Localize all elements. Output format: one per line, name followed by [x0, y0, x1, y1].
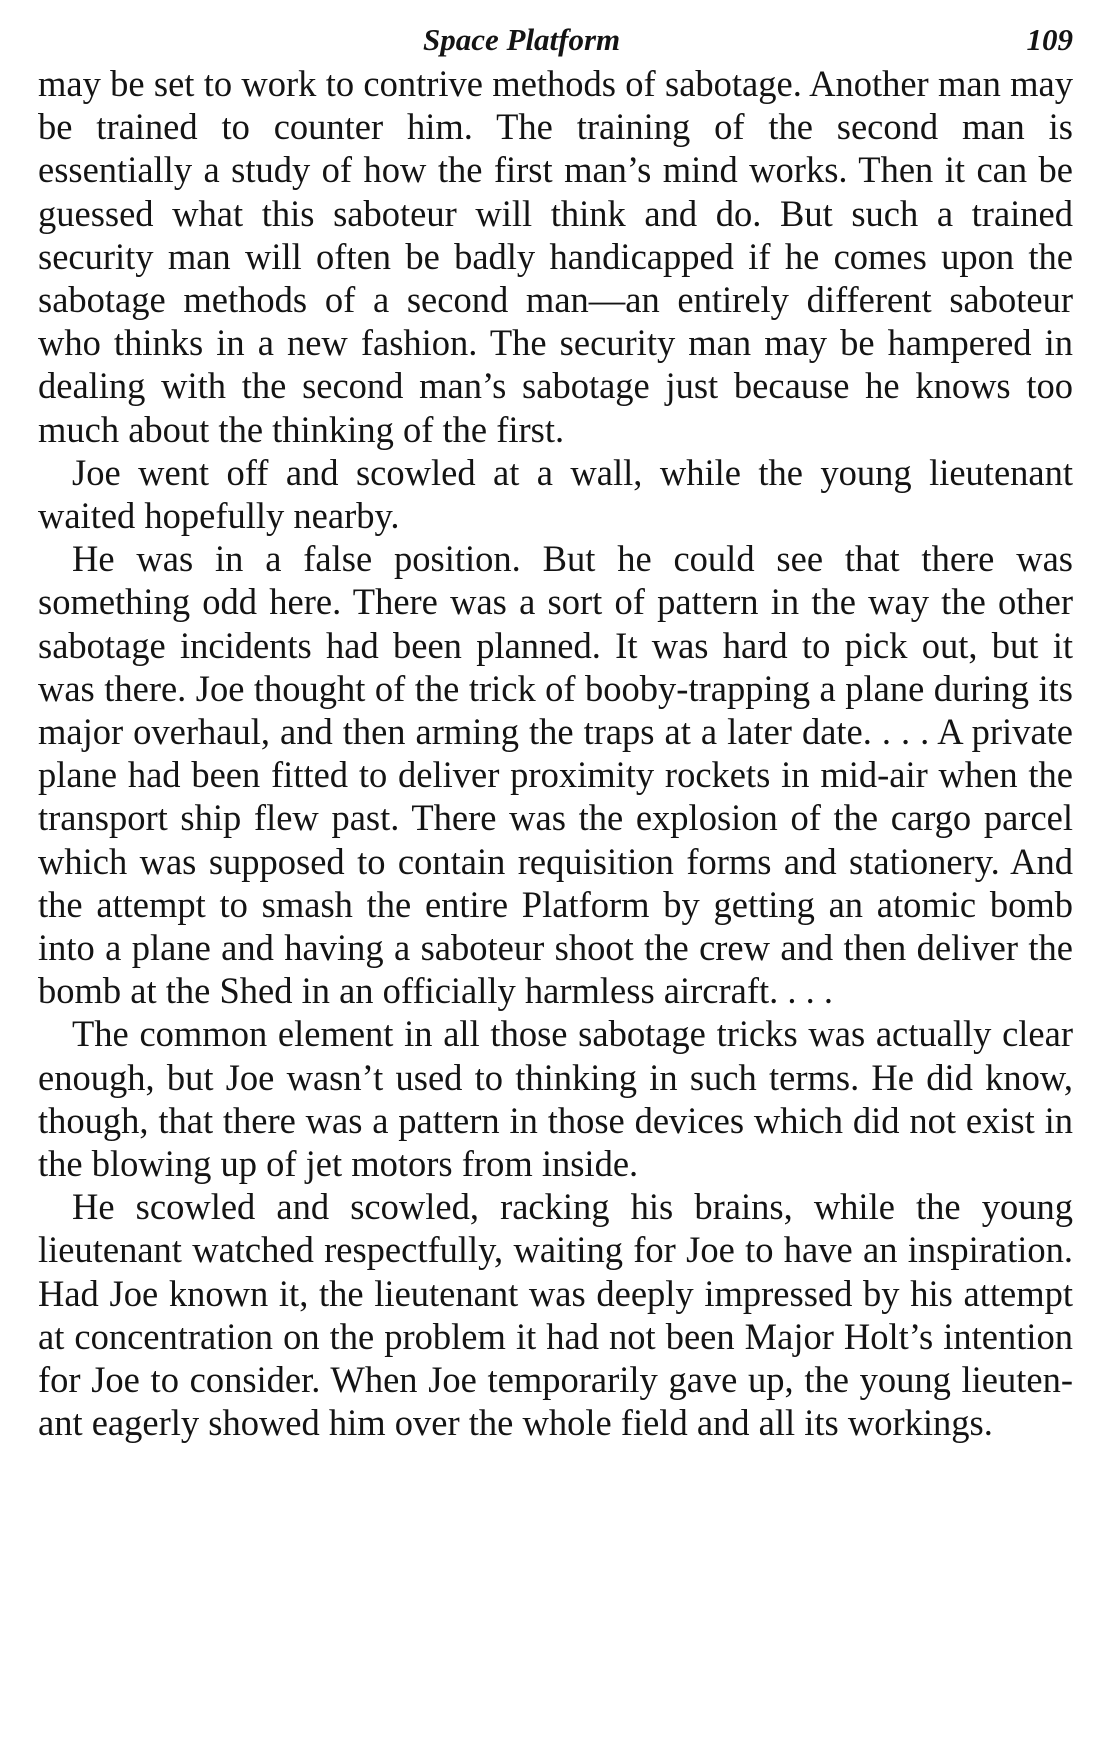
- paragraph: He scowled and scowled, racking his brains, while the young lieutenant watched respectfully, waiting for Joe to have an inspiration. Had Joe known it, the lieutenant was deeply impressed by his attempt at concentration on the problem it had not been Major Holt’s intention for Joe to consider. When Joe temporarily gave up, the young lieutenant eagerly showed him over the whole field and all its workings.: [38, 1186, 1073, 1444]
- paragraph: He was in a false position. But he could see that there was something odd here. There was a sort of pattern in the way the other sabotage incidents had been planned. It was hard to pick out, but it was there. Joe thought of the trick of booby-trapping a plane during its major overhaul, and then arming the traps at a later date. . . . A private plane had been fitted to deliver proximity rockets in mid-air when the transport ship flew past. There was the explosion of the cargo parcel which was supposed to contain requisition forms and stationery. And the attempt to smash the entire Platform by getting an atomic bomb into a plane and having a saboteur shoot the crew and then deliver the bomb at the Shed in an officially harmless aircraft. . . .: [38, 538, 1073, 1012]
- body-text: [38, 62, 1073, 1445]
- book-page: [38, 18, 1073, 1445]
- page-number: 109: [1026, 22, 1073, 57]
- running-title: Space Platform: [423, 22, 621, 57]
- paragraph: Joe went off and scowled at a wall, while the young lieutenant waited hopefully nearby.: [38, 451, 1073, 537]
- paragraph-continued: may be set to work to contrive methods of sabotage. Another man may be trained to counter him. The training of the second man is essentially a study of how the first man’s mind works. Then it can be guessed what this saboteur will think and do. But such a trained security man will often be badly handicapped if he comes upon the sabotage methods of a second man—an entirely different saboteur who thinks in a new fashion. The security man may be hampered in dealing with the second man’s sabotage just because he knows too much about the thinking of the first.: [38, 63, 1073, 450]
- paragraph: The common element in all those sabotage tricks was actually clear enough, but Joe wasn’t used to thinking in such terms. He did know, though, that there was a pattern in those devices which did not exist in the blowing up of jet motors from inside.: [38, 1013, 1073, 1185]
- running-head: [38, 18, 1073, 62]
